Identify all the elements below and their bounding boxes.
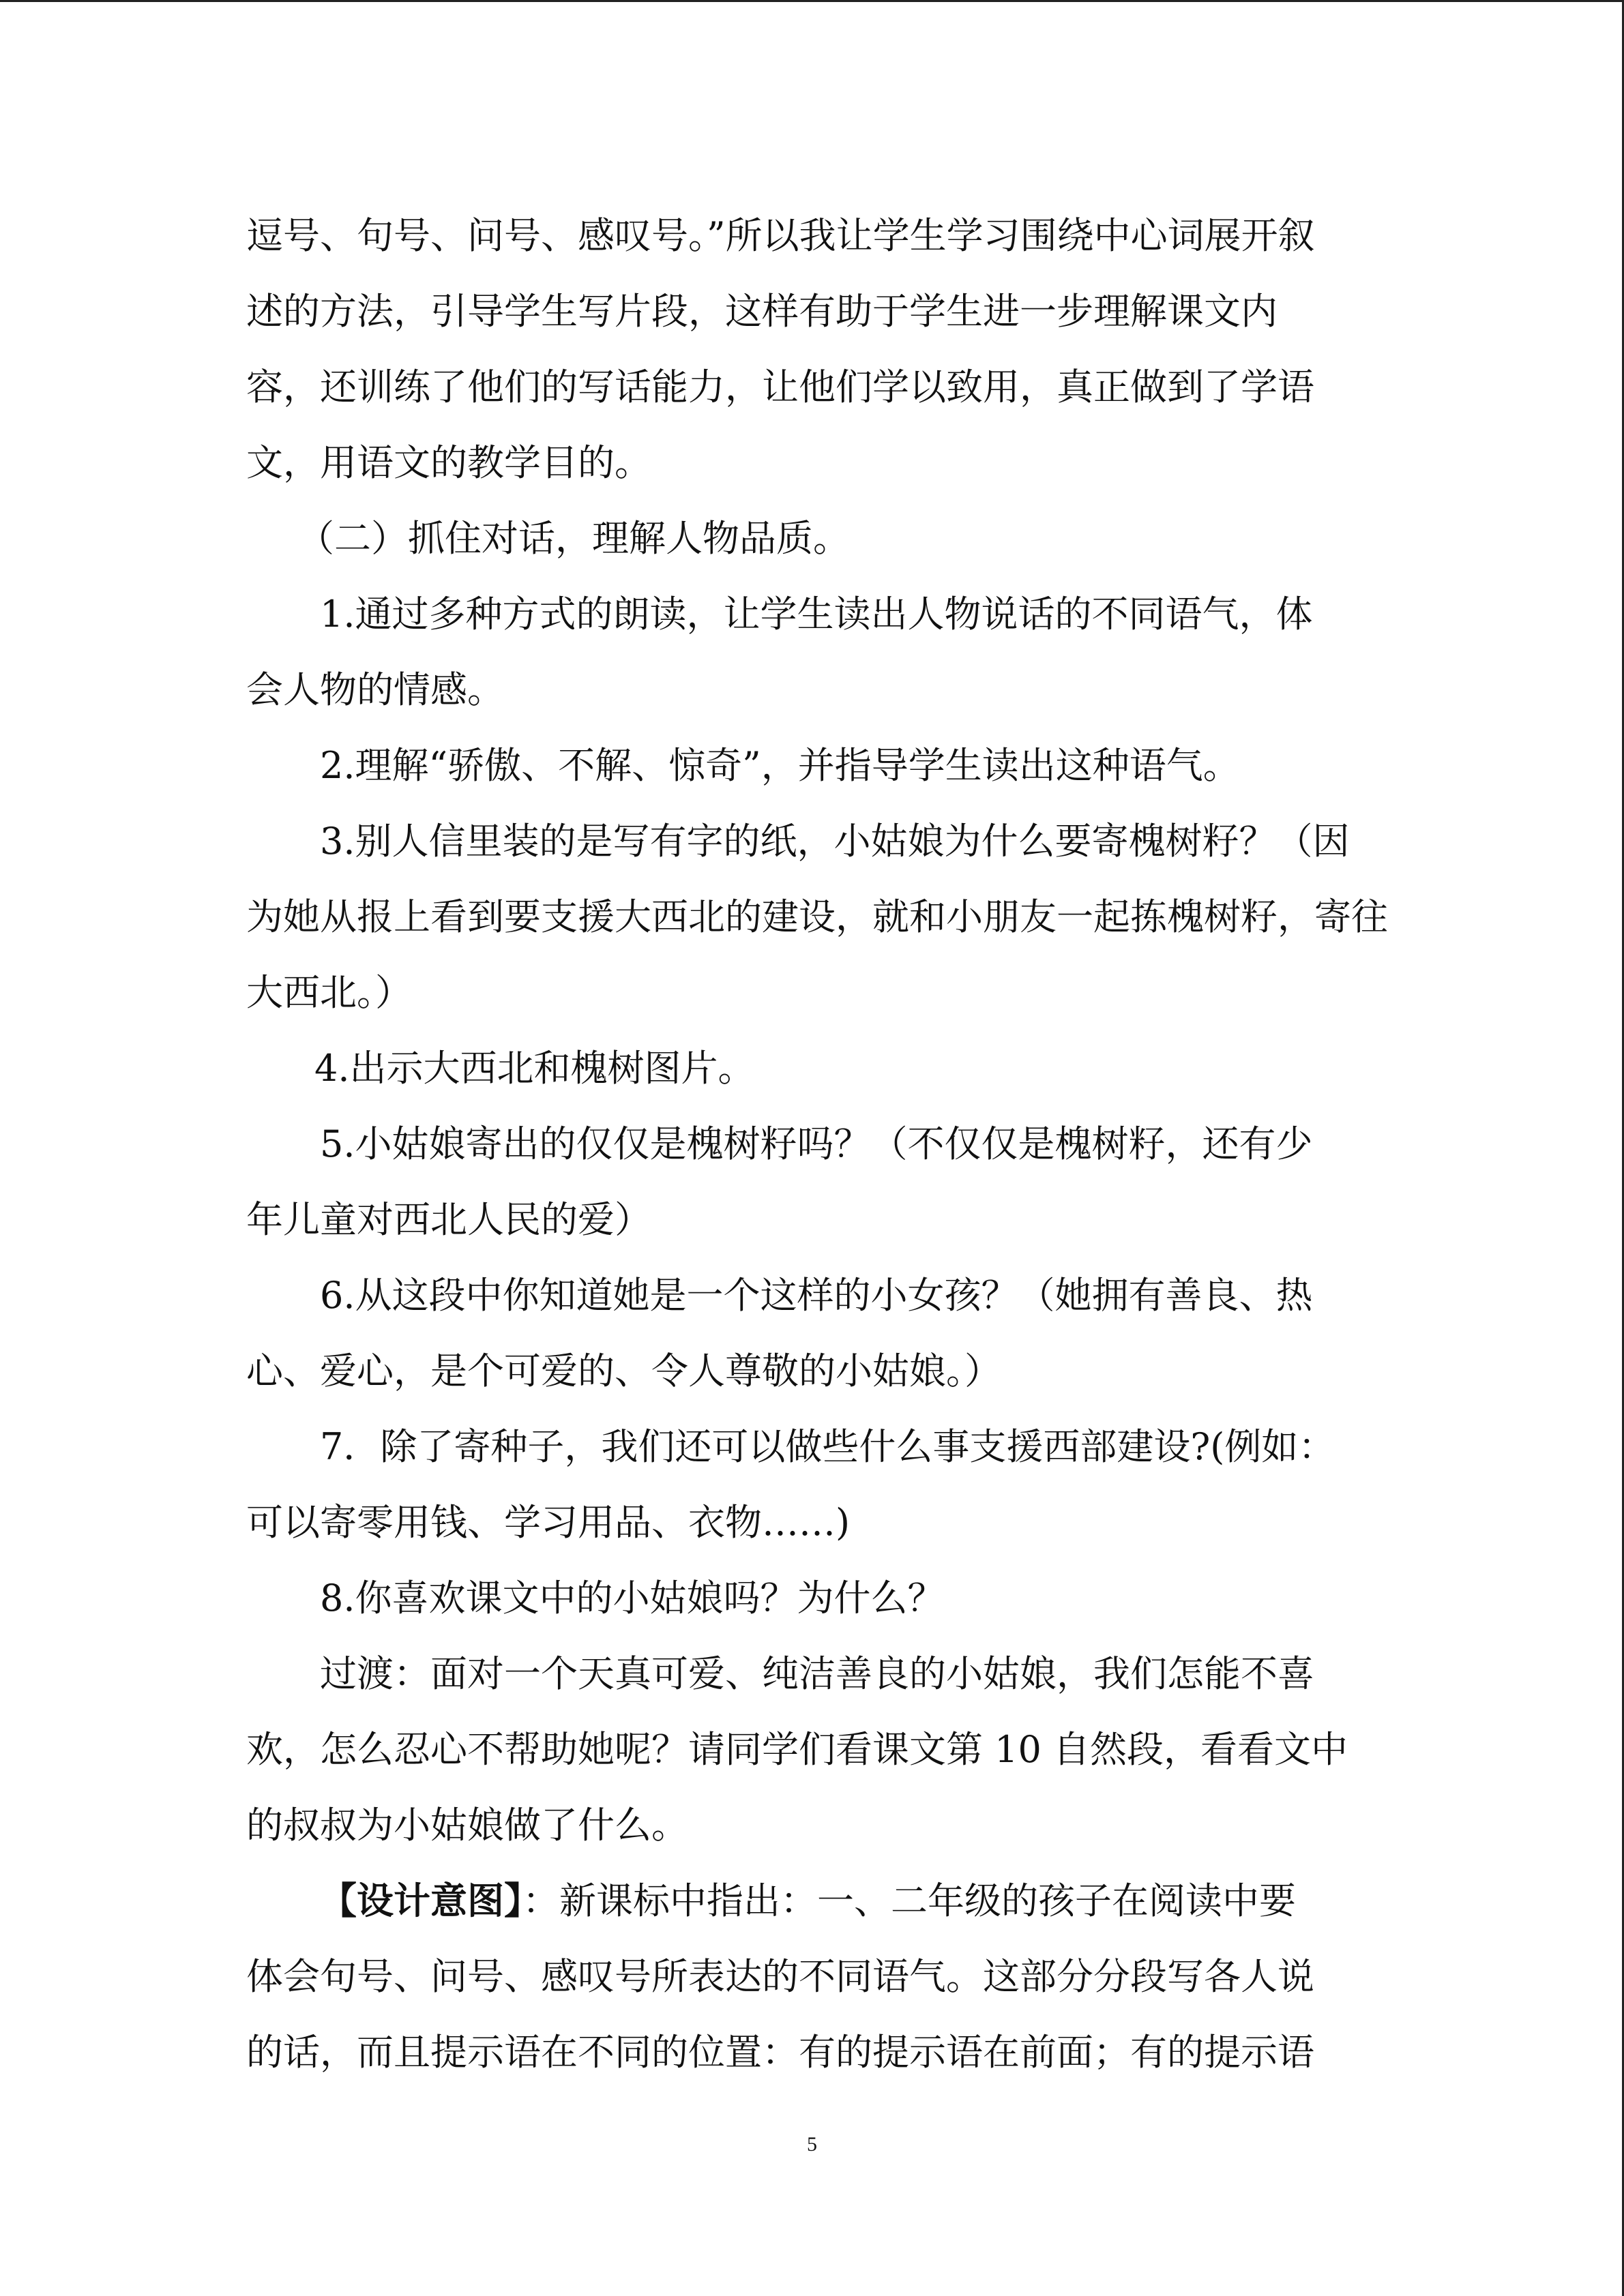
page-number: 5 — [807, 2133, 817, 2156]
text-line: 为她从报上看到要支援大西北的建设，就和小朋友一起拣槐树籽，寄往 — [246, 895, 1388, 938]
text-line: 8.你喜欢课文中的小姑娘吗？为什么？ — [320, 1577, 945, 1620]
design-intent-text: ：新课标中指出：一、二年级的孩子在阅读中要 — [522, 1879, 1296, 1922]
text-line: 6.从这段中你知道她是一个这样的小女孩？（她拥有善良、热 — [320, 1274, 1313, 1317]
text-line: 7．除了寄种子，我们还可以做些什么事支援西部建设?(例如： — [320, 1425, 1335, 1468]
text-line: 4.出示大西北和槐树图片。 — [314, 1047, 755, 1090]
text-line: 可以寄零用钱、学习用品、衣物……) — [246, 1501, 851, 1544]
design-intent-line — [246, 1863, 1378, 1939]
design-intent-label: 【设计意图】 — [320, 1879, 522, 1922]
document-body — [246, 198, 1388, 2090]
text-line: 的叔叔为小姑娘做了什么。 — [246, 1804, 688, 1847]
text-line: 过渡：面对一个天真可爱、纯洁善良的小姑娘，我们怎能不喜 — [320, 1652, 1314, 1695]
text-line: 2.理解“骄傲、不解、惊奇”，并指导学生读出这种语气。 — [320, 744, 1240, 787]
text-line: 容，还训练了他们的写话能力，让他们学以致用，真正做到了学语 — [246, 366, 1314, 408]
text-line: 心、爱心，是个可爱的、令人尊敬的小姑娘。） — [246, 1350, 1001, 1392]
text-line: 年儿童对西北人民的爱） — [246, 1198, 651, 1241]
text-line: 大西北。） — [246, 971, 412, 1014]
text-line: 3.别人信里装的是写有字的纸，小姑娘为什么要寄槐树籽？（因 — [320, 820, 1350, 863]
text-line: 会人物的情感。 — [246, 668, 504, 711]
text-line: 体会句号、问号、感叹号所表达的不同语气。这部分分段写各人说 — [246, 1955, 1314, 1998]
text-line: 文，用语文的教学目的。 — [246, 441, 651, 484]
text-line: 述的方法，引导学生写片段，这样有助于学生进一步理解课文内 — [246, 290, 1278, 333]
text-line: 1.通过多种方式的朗读，让学生读出人物说话的不同语气，体 — [320, 593, 1313, 636]
text-line: 的话，而且提示语在不同的位置：有的提示语在前面；有的提示语 — [246, 2031, 1314, 2074]
text-line: 欢，怎么忍心不帮助她呢？请同学们看课文第 10 自然段，看看文中 — [246, 1728, 1348, 1771]
section-heading: （二）抓住对话，理解人物品质。 — [297, 517, 850, 560]
text-line: 逗号、句号、问号、感叹号。”所以我让学生学习围绕中心词展开叙 — [246, 214, 1315, 257]
text-line: 5.小姑娘寄出的仅仅是槐树籽吗？（不仅仅是槐树籽，还有少 — [320, 1122, 1313, 1165]
